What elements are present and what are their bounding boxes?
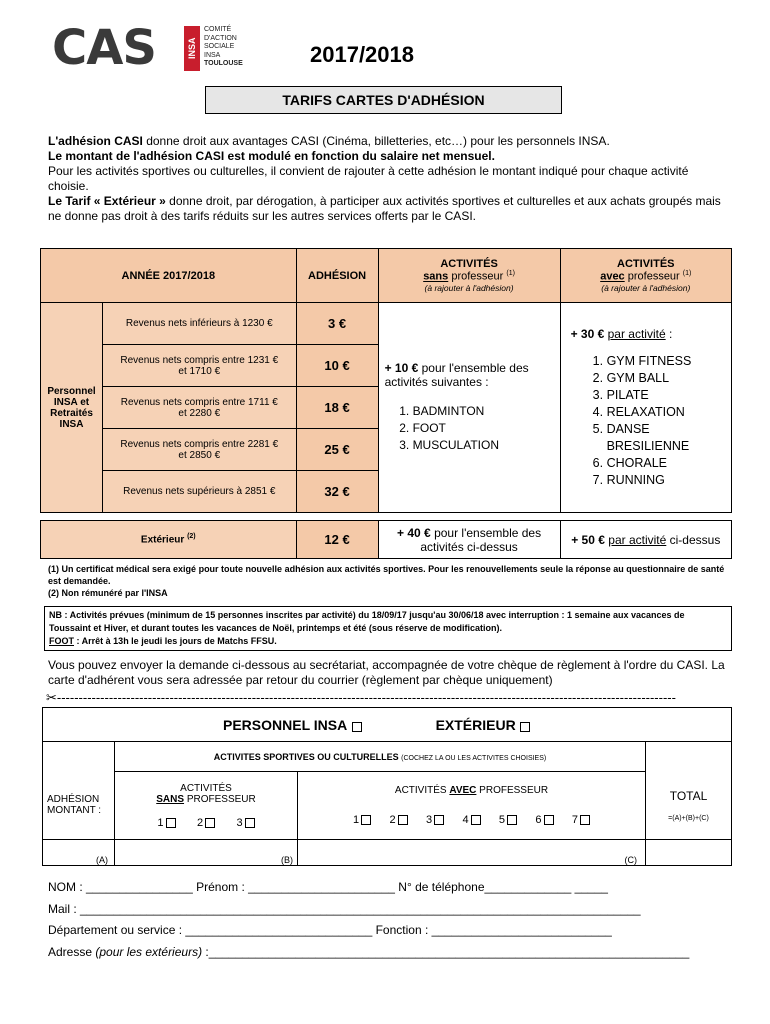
field-a[interactable]: (A) <box>43 840 115 866</box>
income-row-price: 18 € <box>296 387 378 429</box>
personnel-label: Personnel INSA et Retraités INSA <box>41 303 103 513</box>
year-title: 2017/2018 <box>310 42 414 67</box>
nb-box <box>44 606 732 651</box>
sans-checkbox-3[interactable] <box>245 818 255 828</box>
exterieur-price: 12 € <box>296 521 378 559</box>
avec-checkbox-7[interactable] <box>580 815 590 825</box>
avec-checkbox-4[interactable] <box>471 815 481 825</box>
personnel-checkbox[interactable] <box>352 722 362 732</box>
intro-p2: Le montant de l'adhésion CASI est modulé en fonction du salaire net mensuel. <box>48 149 495 163</box>
income-row-label: Revenus nets inférieurs à 1230 € <box>103 303 297 345</box>
activities-sans-list: + 10 € pour l'ensemble des activités suivantes : 1. BADMINTON 2. FOOT 3. MUSCULATION <box>378 303 560 513</box>
logo-line: SOCIALE <box>204 43 235 50</box>
exterieur-act-sans: + 40 € pour l'ensemble des activités ci-dessus <box>378 521 560 559</box>
mail-line[interactable]: Mail : ____________________________________________________________________________________ <box>48 901 641 916</box>
activity-item: 2. FOOT <box>413 420 554 437</box>
member-type-row: PERSONNEL INSA EXTÉRIEUR <box>43 708 732 742</box>
logo-subtitle <box>204 26 243 69</box>
avec-checkbox-1[interactable] <box>361 815 371 825</box>
field-b[interactable]: (B) <box>115 840 298 866</box>
footnote-1: (1) Un certificat médical sera exigé pour toute nouvelle adhésion aux activités sportives. Pour les renouvellements seule la réponse au questionnaire de santé est demandée. <box>48 564 725 586</box>
department-line[interactable]: Département ou service : ____________________________ Fonction : ___________________________ <box>48 923 612 937</box>
name-line[interactable]: NOM : ________________ Prénom : ______________________ N° de téléphone_____________ _____ <box>48 880 608 894</box>
field-c[interactable]: (C) <box>298 840 646 866</box>
income-row-price: 3 € <box>296 303 378 345</box>
sans-professeur-cell: ACTIVITÉS SANS PROFESSEUR 1 2 3 <box>115 772 298 840</box>
activity-item: 2. GYM BALL <box>607 370 725 387</box>
avec-checkbox-3[interactable] <box>434 815 444 825</box>
income-row-label: Revenus nets compris entre 1711 € et 2280 € <box>103 387 297 429</box>
header-activities-avec: ACTIVITÉS avec professeur $^{(1)}$ (à rajouter à l'adhésion) <box>560 249 731 303</box>
logo-insa-box: INSA <box>184 26 200 71</box>
activity-item: 6. CHORALE <box>607 455 725 472</box>
logo-text: CAS <box>52 20 156 76</box>
income-row-label: Revenus nets supérieurs à 2851 € <box>103 471 297 513</box>
logo-line: INSA <box>204 51 221 59</box>
avec-checkbox-6[interactable] <box>544 815 554 825</box>
nb-text: NB : Activités prévues (minimum de 15 personnes inscrites par activité) du 18/09/17 jusqu'au 30/06/18 avec interruption : 1 semaine aux vacances de Toussaint et Hiver, et durant toutes les vacances de Noël, printemps et été (sous réserve de modification). <box>49 610 685 633</box>
activities-avec-list: + 30 € par activité : 1. GYM FITNESS 2. GYM BALL 3. PILATE 4. RELAXATION 5. DANSE BRESILIENNE 6. CHORALE 7. RUNNING <box>560 303 731 513</box>
sans-checkbox-2[interactable] <box>205 818 215 828</box>
intro-p1: L'adhésion CASI donne droit aux avantages CASI (Cinéma, billetteries, etc…) pour les personnels INSA. <box>48 134 610 148</box>
exterieur-act-avec: + 50 € par activité ci-dessus <box>560 521 731 559</box>
cut-line: ✂----------------------------------------------------------------------------------------------------------------------------------------------- <box>46 690 676 705</box>
adhesion-label: ADHÉSION MONTANT : <box>43 772 115 840</box>
activity-item: 1. BADMINTON <box>413 403 554 420</box>
logo-line: D'ACTION <box>204 34 237 42</box>
foot-note: FOOT : Arrêt à 13h le jeudi les jours de Matchs FFSU. <box>49 636 277 646</box>
footnote-2: (2) Non rémunéré par l'INSA <box>48 588 168 598</box>
avec-professeur-cell: ACTIVITÉS AVEC PROFESSEUR 1 2 3 4 5 6 7 <box>298 772 646 840</box>
tariff-table <box>40 248 732 559</box>
income-row-price: 10 € <box>296 345 378 387</box>
tarifs-banner: TARIFS CARTES D'ADHÉSION <box>205 86 562 114</box>
address-line[interactable]: Adresse (pour les extérieurs) :________________________________________________________________________ <box>48 944 690 959</box>
logo-line: COMITÉ <box>204 26 232 33</box>
avec-checkbox-2[interactable] <box>398 815 408 825</box>
send-instructions: Vous pouvez envoyer la demande ci-dessous au secrétariat, accompagnée de votre chèque de règlement à l'ordre du CASI. La carte d'adhérent vous sera adressée par retour du courrier (règlement par chèque uniquement) <box>48 658 725 687</box>
footnotes <box>48 563 728 599</box>
exterieur-label: Extérieur $^{(2)}$ <box>41 521 297 559</box>
activity-item: 5. DANSE BRESILIENNE <box>607 421 725 455</box>
income-row-price: 32 € <box>296 471 378 513</box>
activity-item: 3. PILATE <box>607 387 725 404</box>
income-row-label: Revenus nets compris entre 2281 € et 2850 € <box>103 429 297 471</box>
activity-item: 1. GYM FITNESS <box>607 353 725 370</box>
logo-line: TOULOUSE <box>204 60 243 67</box>
activity-item: 3. MUSCULATION <box>413 437 554 454</box>
contact-fields <box>48 877 738 963</box>
activity-item: 4. RELAXATION <box>607 404 725 421</box>
header-adhesion: ADHÉSION <box>296 249 378 303</box>
sans-checkbox-1[interactable] <box>166 818 176 828</box>
header-year: ANNÉE 2017/2018 <box>41 249 297 303</box>
income-row-price: 25 € <box>296 429 378 471</box>
activities-title: ACTIVITES SPORTIVES OU CULTURELLES (COCHEZ LA OU LES ACTIVITES CHOISIES) <box>115 742 646 772</box>
intro-p4: Le Tarif « Extérieur » donne droit, par dérogation, à participer aux activités sportives et culturelles et aux achats groupés mais ne donne pas droit à des tarifs réduits sur les autres services offerts par le CASI. <box>48 194 721 223</box>
header-activities-sans: ACTIVITÉS sans professeur $^{(1)}$ (à rajouter à l'adhésion) <box>378 249 560 303</box>
total-cell: TOTAL =(A)+(B)+(C) <box>646 772 732 840</box>
avec-checkbox-5[interactable] <box>507 815 517 825</box>
field-total[interactable] <box>646 840 732 866</box>
intro-p3: Pour les activités sportives ou culturelles, il convient de rajouter à cette adhésion le montant indiqué pour chaque activité choisie. <box>48 164 689 193</box>
income-row-label: Revenus nets compris entre 1231 € et 1710 € <box>103 345 297 387</box>
order-form <box>42 707 732 866</box>
intro-text <box>48 134 726 224</box>
exterieur-checkbox[interactable] <box>520 722 530 732</box>
activity-item: 7. RUNNING <box>607 472 725 489</box>
